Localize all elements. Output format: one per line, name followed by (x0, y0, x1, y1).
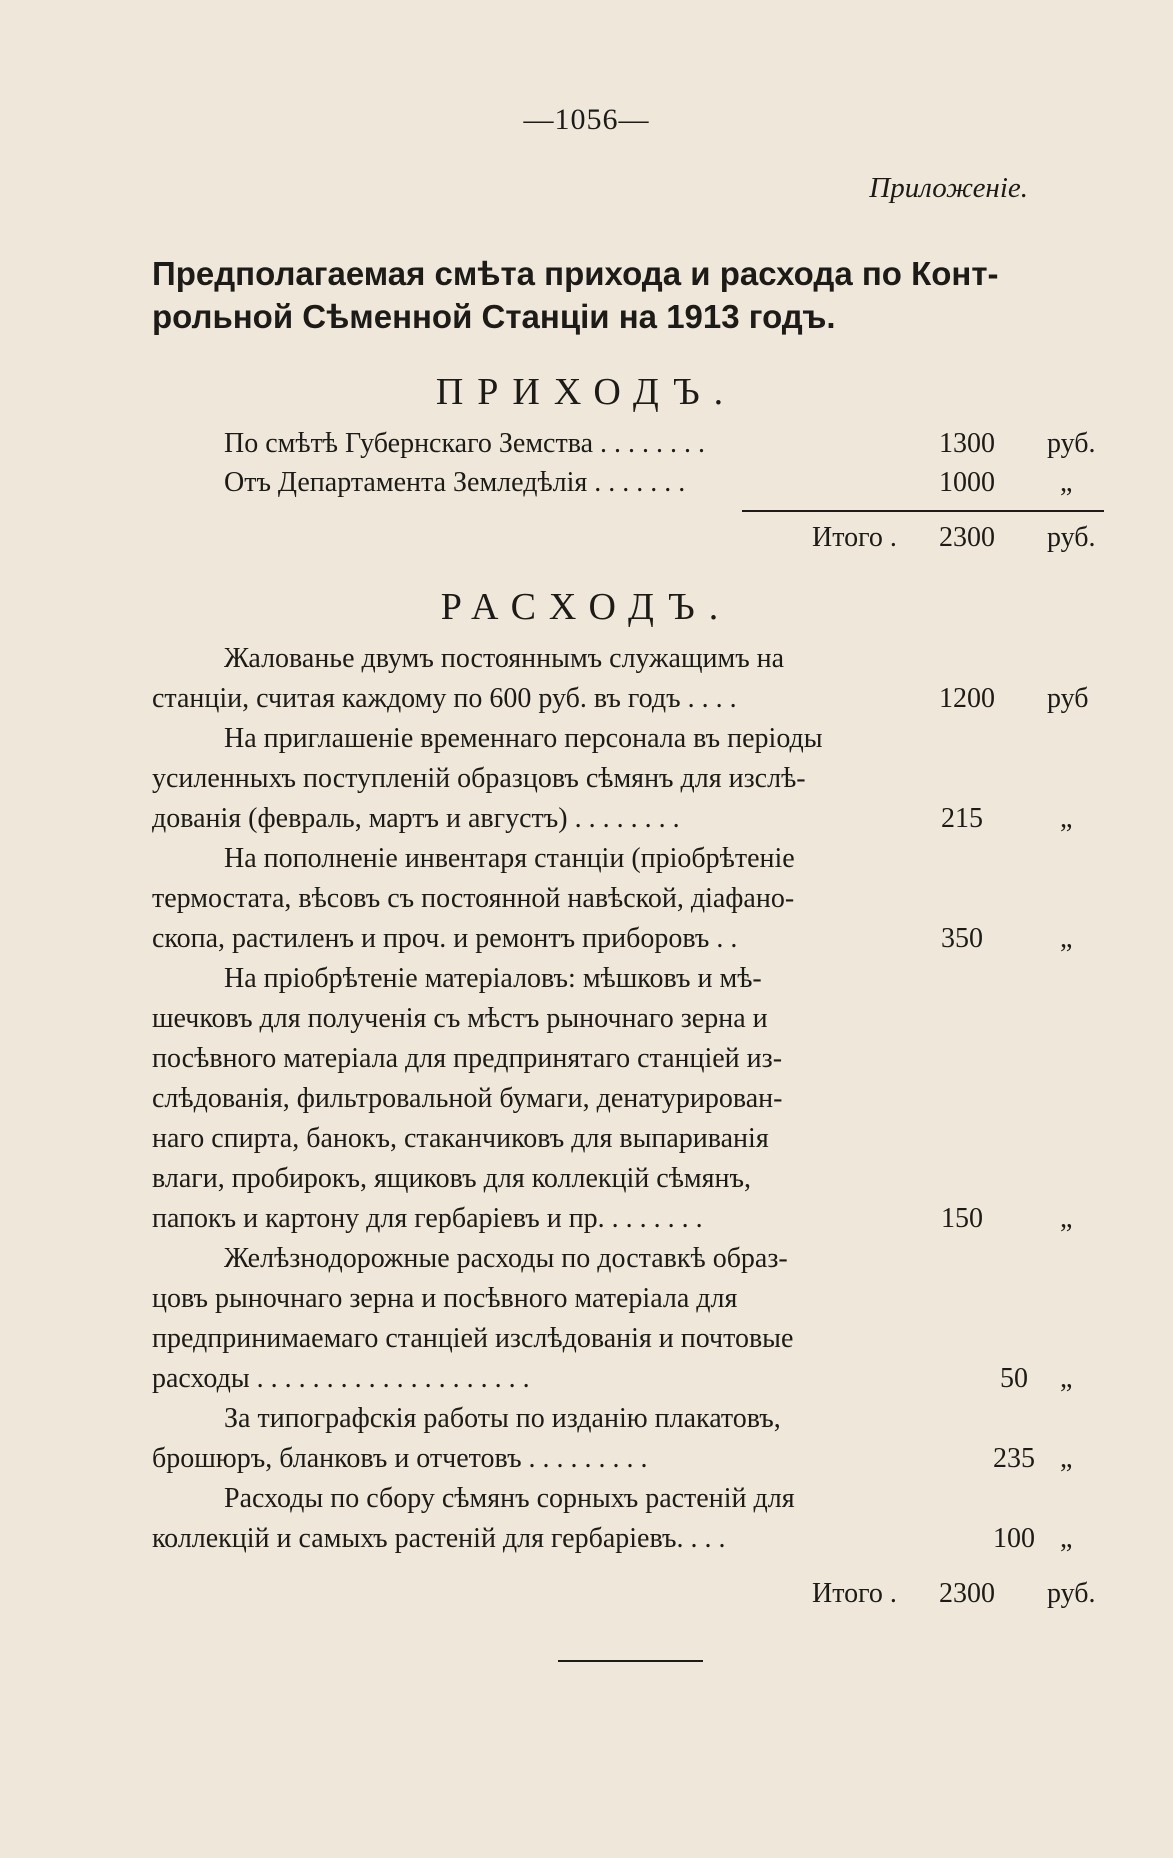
expense-unit: „ (1060, 1203, 1073, 1234)
appendix-label: Приложеніе. (869, 172, 1028, 204)
expense-line: цовъ рыночнаго зерна и посѣвного матеріала для (152, 1283, 738, 1314)
income-heading: ПРИХОДЪ. (435, 371, 738, 413)
income-item-text: По смѣтѣ Губернскаго Земства . . . . . . . . (224, 428, 705, 459)
expense-line: Расходы по сбору сѣмянъ сорныхъ растеній для (224, 1483, 795, 1514)
income-total-unit: руб. (1047, 522, 1096, 553)
expenses-total-unit: руб. (1047, 1578, 1096, 1609)
expense-line: На приглашеніе временнаго персонала въ періоды (224, 723, 823, 754)
expense-line: За типографскія работы по изданію плакатовъ, (224, 1403, 781, 1434)
expense-unit: „ (1060, 1523, 1073, 1554)
title-line-2: рольной Сѣменной Станціи на 1913 годъ. (152, 298, 836, 335)
expense-unit: руб (1047, 683, 1089, 714)
expense-line: Желѣзнодорожные расходы по доставкѣ образ- (224, 1243, 788, 1274)
expense-line: наго спирта, банокъ, стаканчиковъ для выпариванія (152, 1123, 769, 1154)
expense-unit: „ (1060, 923, 1073, 954)
expense-line: папокъ и картону для гербаріевъ и пр. . . . . . . . (152, 1203, 703, 1234)
expense-amount: 100 (993, 1523, 1035, 1554)
expense-line: слѣдованія, фильтровальной бумаги, денатурирован- (152, 1083, 783, 1114)
income-item-amount: 1300 (939, 428, 995, 459)
expense-amount: 150 (941, 1203, 983, 1234)
expense-line: посѣвного матеріала для предпринятаго станціей из- (152, 1043, 783, 1074)
expense-line: брошюръ, бланковъ и отчетовъ . . . . . . . . . (152, 1443, 648, 1474)
income-total-label: Итого . (812, 522, 897, 553)
expense-amount: 1200 (939, 683, 995, 714)
income-item-unit: „ (1060, 467, 1073, 498)
expense-line: станціи, считая каждому по 600 руб. въ годъ . . . . (152, 683, 737, 714)
expense-line: Жалованье двумъ постояннымъ служащимъ на (224, 643, 785, 674)
expense-unit: „ (1060, 803, 1073, 834)
income-item-unit: руб. (1047, 428, 1096, 459)
expense-unit: „ (1060, 1363, 1073, 1394)
expenses-total-label: Итого . (812, 1578, 897, 1609)
expense-line: усиленныхъ поступленій образцовъ сѣмянъ для изслѣ- (152, 763, 806, 794)
income-total-amount: 2300 (939, 522, 995, 553)
expenses-total-amount: 2300 (939, 1578, 995, 1609)
expense-line: скопа, растиленъ и проч. и ремонтъ приборовъ . . (152, 923, 738, 954)
expense-line: термостата, вѣсовъ съ постоянной навѣской, діафано- (152, 883, 795, 914)
expense-line: коллекцій и самыхъ растеній для гербаріевъ. . . . (152, 1523, 726, 1554)
expense-line: шечковъ для полученія съ мѣстъ рыночнаго зерна и (152, 1003, 768, 1034)
expense-line: предпринимаемаго станціей изслѣдованія и почтовые (152, 1323, 794, 1354)
expenses-heading: РАСХОДЪ. (440, 586, 733, 628)
expense-amount: 350 (941, 923, 983, 954)
income-item-text: Отъ Департамента Земледѣлія . . . . . . . (224, 467, 686, 498)
page-number: —1056— (523, 103, 650, 136)
expense-line: расходы . . . . . . . . . . . . . . . . . . . . (152, 1363, 530, 1394)
expense-amount: 235 (993, 1443, 1035, 1474)
closing-rule (558, 1660, 703, 1662)
expense-unit: „ (1060, 1443, 1073, 1474)
expense-amount: 50 (1000, 1363, 1028, 1394)
expense-line: На пріобрѣтеніе матеріаловъ: мѣшковъ и мѣ- (224, 963, 762, 994)
income-item-amount: 1000 (939, 467, 995, 498)
title-line-1: Предполагаемая смѣта прихода и расхода по Конт- (152, 255, 999, 292)
expense-amount: 215 (941, 803, 983, 834)
expense-line: На пополненіе инвентаря станціи (пріобрѣтеніе (224, 843, 795, 874)
expense-line: дованія (февраль, мартъ и августъ) . . . . . . . . (152, 803, 680, 834)
income-total-rule (742, 510, 1104, 512)
expense-line: влаги, пробирокъ, ящиковъ для коллекцій сѣмянъ, (152, 1163, 751, 1194)
